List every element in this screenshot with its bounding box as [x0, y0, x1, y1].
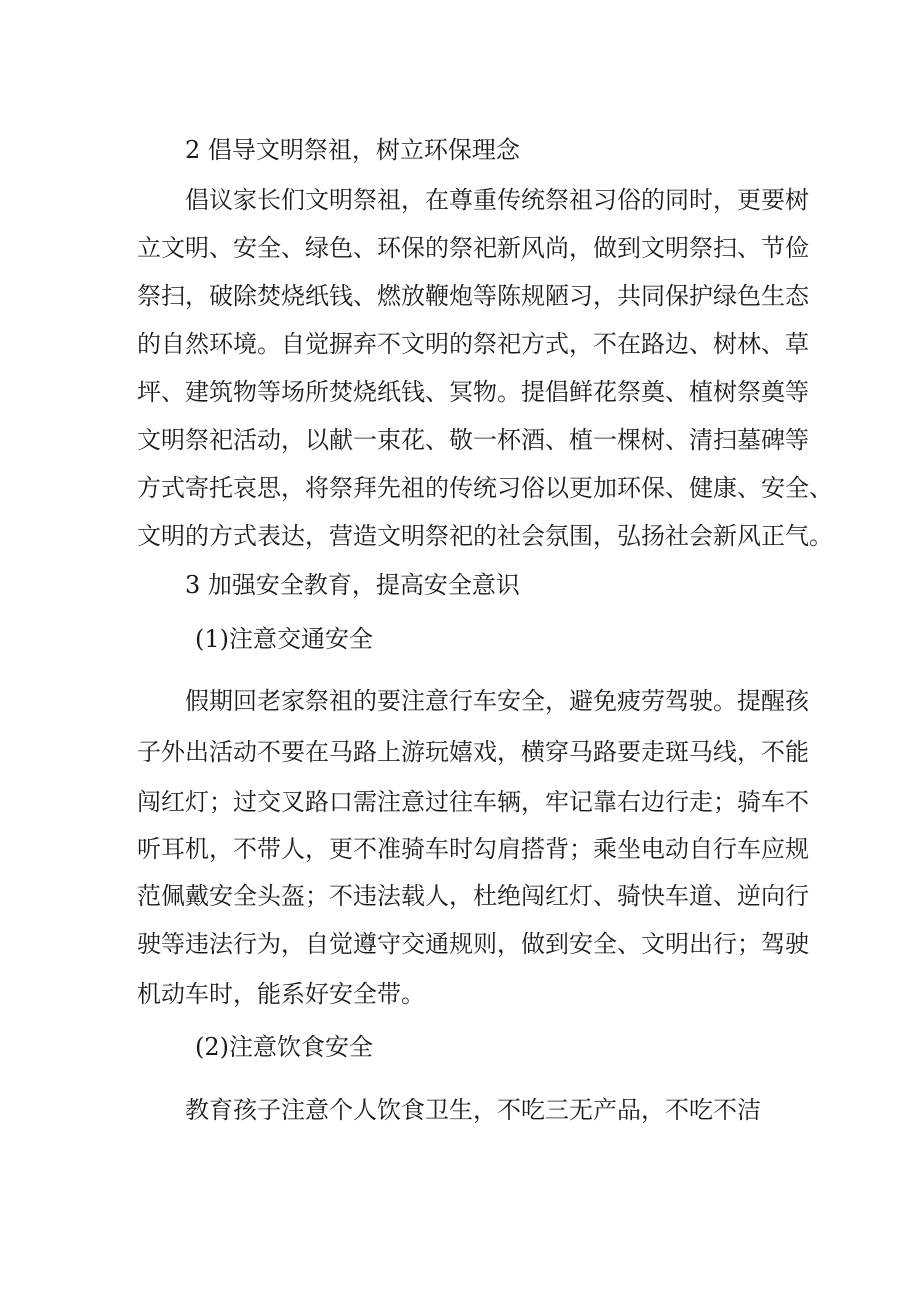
paragraph-line: 闯红灯；过交叉路口需注意过往车辆，牢记靠右边行走；骑车不 — [137, 788, 809, 816]
paragraph-line: 的自然环境。自觉摒弃不文明的祭祀方式，不在路边、树林、草 — [137, 330, 809, 358]
section-heading: 2 倡导文明祭祖，树立环保理念 — [185, 136, 520, 164]
paragraph-line: 驶等违法行为，自觉遵守交通规则，做到安全、文明出行；驾驶 — [137, 930, 809, 958]
paragraph-line: 教育孩子注意个人饮食卫生，不吃三无产品，不吃不洁 — [185, 1096, 761, 1124]
paragraph-line: 立文明、安全、绿色、环保的祭祀新风尚，做到文明祭扫、节俭 — [137, 234, 809, 262]
paragraph-line: 坪、建筑物等场所焚烧纸钱、冥物。提倡鲜花祭奠、植树祭奠等 — [137, 378, 809, 406]
subsection-heading: (2)注意饮食安全 — [195, 1033, 373, 1061]
paragraph-line: 祭扫，破除焚烧纸钱、燃放鞭炮等陈规陋习，共同保护绿色生态 — [137, 282, 809, 310]
paragraph-line: 假期回老家祭祖的要注意行车安全，避免疲劳驾驶。提醒孩 — [185, 687, 809, 715]
paragraph-line: 听耳机，不带人，更不准骑车时勾肩搭背；乘坐电动自行车应规 — [137, 835, 809, 863]
paragraph-line: 倡议家长们文明祭祖，在尊重传统祭祖习俗的同时，更要树 — [185, 186, 809, 214]
paragraph-line: 范佩戴安全头盔；不违法载人，杜绝闯红灯、骑快车道、逆向行 — [137, 882, 809, 910]
paragraph-line: 文明祭祀活动，以献一束花、敬一杯酒、植一棵树、清扫墓碑等 — [137, 426, 809, 454]
section-heading: 3 加强安全教育，提高安全意识 — [185, 571, 520, 599]
paragraph-line: 方式寄托哀思，将祭拜先祖的传统习俗以更加环保、健康、安全、 — [137, 474, 833, 502]
paragraph-line: 文明的方式表达，营造文明祭祀的社会氛围，弘扬社会新风正气。 — [137, 522, 833, 550]
subsection-heading: (1)注意交通安全 — [195, 625, 373, 653]
paragraph-line: 机动车时，能系好安全带。 — [137, 980, 425, 1008]
paragraph-line: 子外出活动不要在马路上游玩嬉戏，横穿马路要走斑马线，不能 — [137, 738, 809, 766]
